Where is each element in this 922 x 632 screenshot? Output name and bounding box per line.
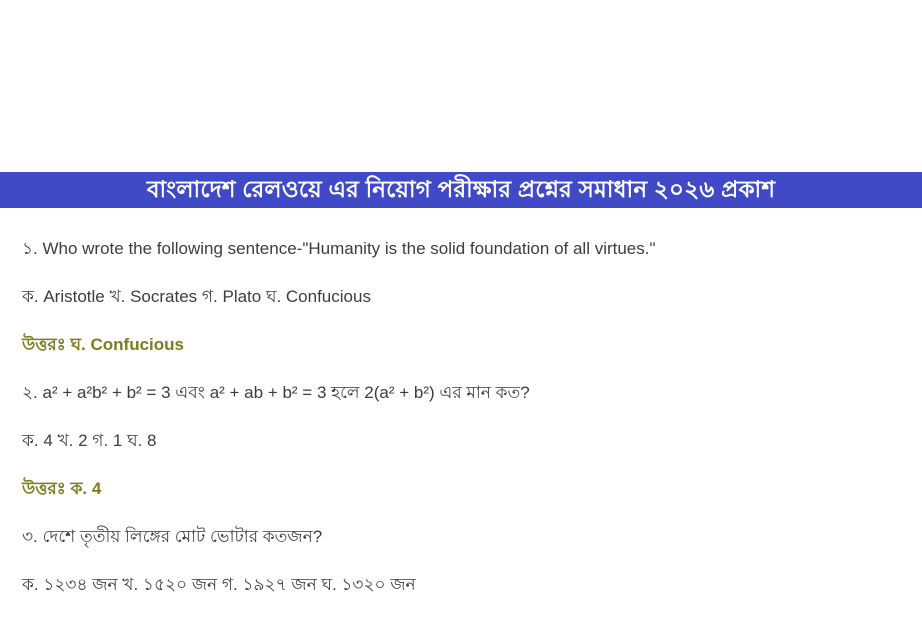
question-list: [22, 208, 912, 609]
question-block-2: [22, 369, 912, 513]
question-text: ২. a² + a²b² + b² = 3 এবং a² + ab + b² = 3 হলে 2(a² + b²) এর মান কত?: [22, 383, 530, 402]
answer-text: উত্তরঃ ঘ. Confucious: [22, 335, 184, 354]
question-block-3: [22, 513, 912, 609]
title-banner: [0, 172, 922, 208]
page-title: বাংলাদেশ রেলওয়ে এর নিয়োগ পরীক্ষার প্রশ্নের সমাধান ২০২৬ প্রকাশ: [146, 175, 776, 202]
question-options: ক. 4 খ. 2 গ. 1 ঘ. 8: [22, 431, 157, 450]
question-options: ক. Aristotle খ. Socrates গ. Plato ঘ. Confucious: [22, 287, 371, 306]
question-block-1: [22, 225, 912, 369]
answer-text: উত্তরঃ ক. 4: [22, 479, 102, 498]
question-options: ক. ১২৩৪ জন খ. ১৫২০ জন গ. ১৯২৭ জন ঘ. ১৩২০ জন: [22, 575, 416, 594]
question-text: ১. Who wrote the following sentence-"Humanity is the solid foundation of all virtues.": [22, 239, 656, 258]
question-text: ৩. দেশে তৃতীয় লিঙ্গের মোট ভোটার কতজন?: [22, 527, 323, 546]
